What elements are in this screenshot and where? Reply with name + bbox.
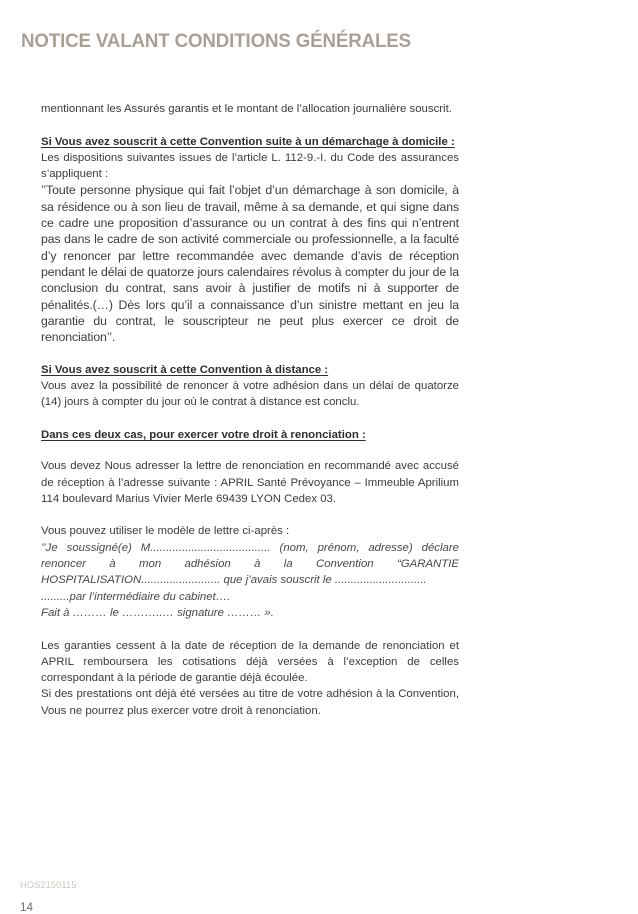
footer-page-number: 14 — [20, 901, 33, 914]
distance-paragraph: Vous avez la possibilité de renoncer à votre adhésion dans un délai de quatorze (14) jours à compter du jour où le contrat à distance est conclu. — [41, 380, 459, 409]
intro-paragraph: mentionnant les Assurés garantis et le montant de l’allocation journalière souscrit. — [41, 103, 452, 115]
spacer — [41, 117, 459, 133]
spacer — [41, 443, 459, 458]
closing-paragraph-guarantees: Les garanties cessent à la date de réception de la demande de renonciation et APRIL remboursera les cotisations déjà versées à l’exception de celles correspondant à la période de garantie déjà écoulée. — [41, 639, 459, 685]
heading-souscription-a-distance: Si Vous avez souscrit à cette Convention à distance : — [41, 363, 329, 376]
page-title: NOTICE VALANT CONDITIONS GÉNÉRALES — [21, 30, 411, 52]
domicile-intro-paragraph: Les dispositions suivantes issues de l’article L. 112-9.-I. du Code des assurances s’appliquent : — [41, 151, 459, 181]
renunciation-address-paragraph: Vous devez Nous adresser la lettre de renonciation en recommandé avec accusé de réception à l’adresse suivante : APRIL Santé Prévoyance – Immeuble Aprilium 114 boulevard Marius Vivier Merle 69439 LYON Cedex 03. — [41, 460, 459, 505]
heading-exercer-droit-renonciation: Dans ces deux cas, pour exercer votre droit à renonciation : — [41, 428, 366, 441]
model-letter-intro: Vous pouvez utiliser le modèle de lettre ci-après : — [41, 525, 290, 538]
spacer — [41, 621, 459, 637]
model-letter-body: ’’Je soussigné(e) M...................................... (nom, prénom, adresse) déclare renoncer à mon adhésion à la Convention “GARANTIE HOSPITALISATION......................... que j’avais souscrit le ............................. — [41, 541, 459, 587]
spacer — [41, 411, 459, 427]
document-body — [41, 101, 459, 719]
heading-demarchage-domicile: Si Vous avez souscrit à cette Convention suite à un démarchage à domicile : — [41, 135, 455, 148]
closing-paragraph-benefits: Si des prestations ont déjà été versées au titre de votre adhésion à la Convention, Vous ne pourrez plus exercer votre droit à renonciation. — [41, 688, 459, 717]
model-letter-signature-line: Fait à ……… le ………..… signature ……… ». — [41, 606, 274, 619]
domicile-legal-quote: ’’Toute personne physique qui fait l’objet d’un démarchage à son domicile, à sa résidence ou à son lieu de travail, même à sa demande, et qui signe dans ce cadre une proposition d’assurance ou un contrat à des fins qui n’entrent pas dans le cadre de son activité commerciale ou professionnelle, a la faculté d’y renoncer par lettre recommandée avec demande d’avis de réception pendant le délai de quatorze jours calendaires révolus à compter du jour de la conclusion du contrat, sans avoir à justifier de motifs ni à supporter de pénalités.(…) Dès lors qu’il a connaissance d’un sinistre mettant en jeu la garantie du contrat, le souscripteur ne peut plus exercer ce droit de renonciation’’. — [41, 183, 459, 345]
page-header — [0, 30, 638, 64]
spacer — [41, 345, 459, 361]
footer-document-reference: HOS2150115 — [20, 880, 77, 890]
spacer — [41, 507, 459, 523]
model-letter-intermediary-line: .........par l’intermédiaire du cabinet…. — [41, 590, 231, 603]
